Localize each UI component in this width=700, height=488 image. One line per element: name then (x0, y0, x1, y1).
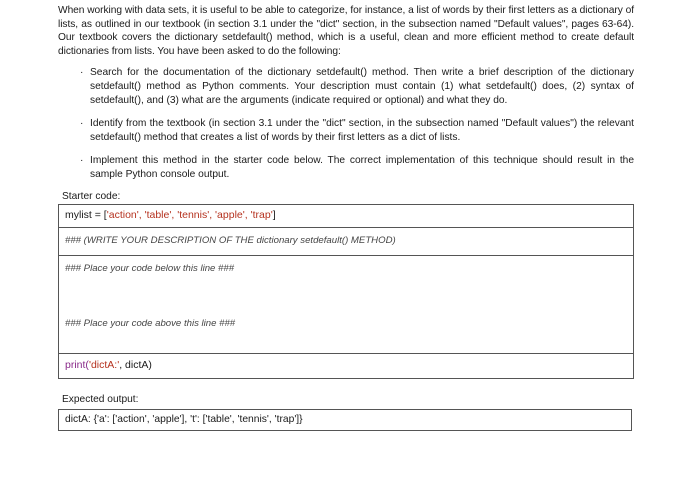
expected-output-label: Expected output: (62, 393, 139, 405)
instruction-item (58, 154, 634, 181)
print-args: , dictA) (119, 358, 152, 371)
code-line-description-comment (59, 228, 633, 256)
intro-paragraph: When working with data sets, it is useful to be able to categorize, for instance, a list of words by their first letters as a dictionary of lists, as outlined in our textbook (in section 3.1 under the "dict" section, in the subsection named "Default values", pages 63-64). Our textbook covers the dictionary setdefault() method, which is a useful, clean and more efficient method to create default dictionaries from lists. You have been asked to do the following: (58, 5, 634, 57)
description-comment: ### (WRITE YOUR DESCRIPTION OF THE dictionary setdefault() METHOD) (65, 234, 396, 246)
code-bracket: ] (272, 208, 276, 221)
code-editable-region[interactable] (59, 256, 633, 354)
assignment-page (58, 4, 634, 431)
bullet-icon: · (80, 155, 84, 167)
code-var: mylist = [ (65, 208, 107, 221)
bullet-icon: · (80, 67, 84, 79)
code-line-mylist (59, 205, 633, 228)
code-line-print (59, 354, 633, 378)
instruction-item (58, 66, 634, 107)
print-fn: print( (65, 358, 89, 371)
starter-code-label: Starter code: (62, 190, 121, 202)
expected-output-box (58, 409, 632, 431)
instruction-list (58, 66, 634, 181)
instruction-text: Identify from the textbook (in section 3.1 under the "dict" section, in the subsection named "Default values") the relevant setdefault() method that creates a list of words by their first letters as a dict of lists. (90, 118, 634, 143)
comment-place-below: ### Place your code below this line ### (65, 262, 235, 274)
bullet-icon: · (80, 118, 84, 130)
code-list-items: 'action', 'table', 'tennis', 'apple', 'trap' (106, 208, 273, 221)
expected-output-text: dictA: {'a': ['action', 'apple'], 't': ['table', 'tennis', 'trap']} (65, 413, 303, 425)
starter-code-block (58, 204, 634, 379)
comment-place-above: ### Place your code above this line ### (65, 317, 236, 329)
instruction-item (58, 117, 634, 144)
instruction-text: Search for the documentation of the dictionary setdefault() method. Then write a brief description of the dictionary setdefault() method as Python comments. Your description must contain (1) what setdefault() does, (2) syntax of setdefault(), and (3) what are the arguments (indicate required or optional) and what they do. (90, 67, 634, 106)
instruction-text: Implement this method in the starter code below. The correct implementation of this technique should result in the sample Python console output. (90, 155, 634, 180)
print-string: 'dictA:' (88, 358, 120, 371)
